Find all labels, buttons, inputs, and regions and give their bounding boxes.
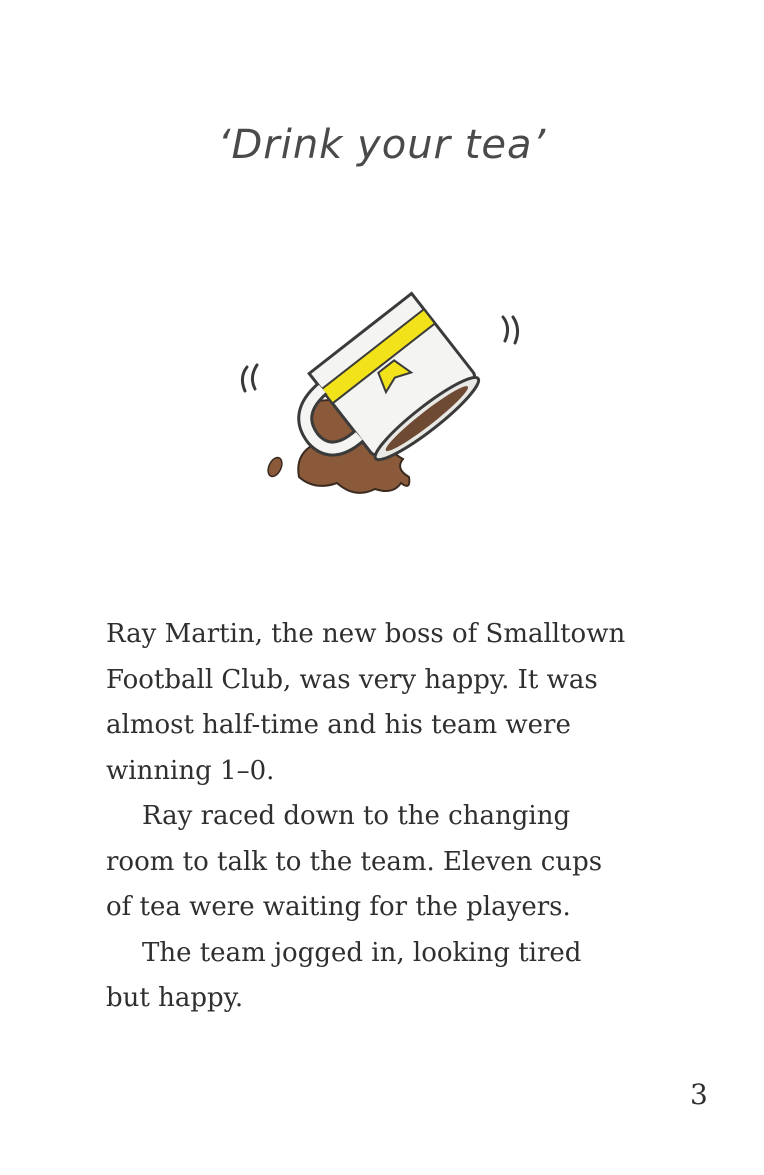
spilling-tea-mug-icon bbox=[225, 255, 535, 525]
motion-lines-right bbox=[503, 317, 518, 343]
story-text bbox=[106, 612, 706, 1022]
text-line: winning 1–0. bbox=[106, 755, 275, 786]
text-line: Ray raced down to the changing bbox=[142, 801, 571, 831]
paragraph-1 bbox=[106, 612, 706, 794]
motion-lines-left bbox=[242, 365, 257, 391]
paragraph-2 bbox=[106, 794, 706, 931]
page-number: 3 bbox=[690, 1078, 708, 1111]
text-line: Football Club, was very happy. It was bbox=[106, 664, 598, 695]
paragraph-3 bbox=[106, 931, 706, 1022]
text-line: almost half-time and his team were bbox=[106, 710, 571, 740]
text-line: The team jogged in, looking tired bbox=[142, 937, 582, 968]
page-title: ‘Drink your tea’ bbox=[217, 122, 547, 168]
text-line: of tea were waiting for the players. bbox=[106, 892, 571, 922]
text-line: Ray Martin, the new boss of Smalltown bbox=[106, 619, 626, 649]
text-line: room to talk to the team. Eleven cups bbox=[106, 846, 603, 877]
text-line: but happy. bbox=[106, 983, 244, 1013]
